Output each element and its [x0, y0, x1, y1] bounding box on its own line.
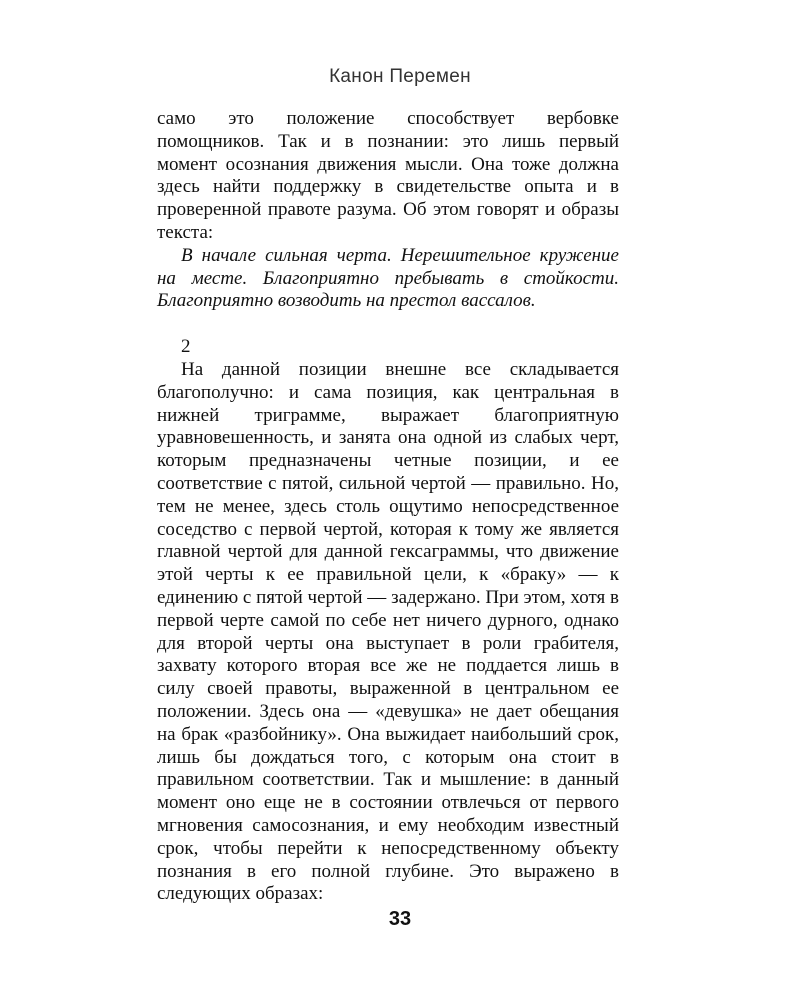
continuation-paragraph: само это положение способствует вербовке помощников. Так и в познании: это лишь первый момент осознания движения мысли. Она тоже должна здесь найти поддержку в свидетельстве опыта и в проверенной правоте разума. Об этом говорят и образы текста:: [157, 108, 619, 243]
running-head-title: Канон Перемен: [329, 66, 471, 87]
section-number: 2: [181, 336, 191, 358]
commentary-paragraph: На данной позиции внешне все складывается благополучно: и сама позиция, как центральная в нижней триграмме, выражает благоприятную уравновешенность, и занята она одной из слабых черт, которым предназначены четные позиции, и ее соответствие с пятой, сильной чертой — правильно. Но, тем не менее, здесь столь ощутимо непосредственное соседство с первой чертой, которая к тому же является главной чертой для данной гексаграммы, что движение этой черты к ее правильной цели, к «браку» — к единению с пятой чертой — задержано. При этом, хотя в первой черте самой по себе нет ничего дурного, однако для второй черты она выступает в роли грабителя, захвату которого вторая все же не поддается лишь в силу своей правоты, выраженной в центральном ее положении. Здесь она — «девушка» не дает обещания на брак «разбойнику». Она выжидает наибольший срок, лишь бы дождаться того, с которым она стоит в правильном соответствии. Так и мышление: в данный момент оно еще не в состоянии отвлечься от первого мгновения самосознания, и ему необходим известный срок, чтобы перейти к непосредственному объекту познания в его полной глубине. Это выражено в следующих образах:: [157, 358, 619, 905]
page-body: [157, 108, 619, 906]
quoted-image-text: В начале сильная черта. Нерешительное кружение на месте. Благоприятно пребывать в стойкости. Благоприятно возводить на престол вассалов.: [157, 244, 619, 312]
page-number: 33: [388, 908, 412, 930]
